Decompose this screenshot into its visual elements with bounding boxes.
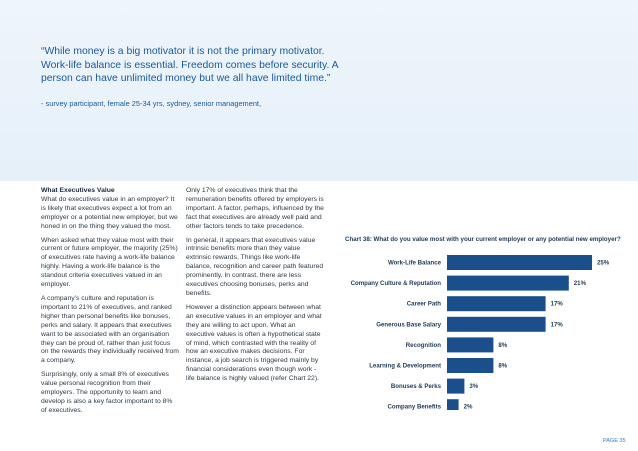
- value-label: 8%: [498, 341, 508, 349]
- value-label: 17%: [550, 300, 563, 308]
- paragraph: Surprisingly, only a small 8% of executives value personal recognition from their employers. The opportunity to learn and develop is also a key factor important to 8% of executives.: [41, 371, 173, 414]
- paragraph: What do executives value in an employer? It is likely that executives expect a lot from an employer or a potential new employer, but we honed in on the thing they valued the most.: [41, 195, 178, 230]
- value-label: 2%: [463, 403, 473, 410]
- category-label: Company Culture & Reputation: [350, 280, 441, 288]
- middle-column: [186, 187, 324, 389]
- paragraph: A company’s culture and reputation is important to 21% of executives, and ranked higher than personal benefits like bonuses, perks and salary. It appears that executives want to be associated with an organisation they can be proud of, rather than just focus on the rewards they individually received from a company.: [41, 294, 179, 365]
- value-label: 17%: [550, 321, 563, 329]
- value-label: 3%: [469, 383, 479, 391]
- bar: [447, 317, 546, 332]
- category-label: Career Path: [406, 300, 441, 308]
- header-band: [0, 0, 638, 181]
- value-label: 21%: [573, 280, 587, 288]
- page-number: PAGE 35: [603, 438, 626, 444]
- category-label: Work-Life Balance: [387, 259, 441, 267]
- quote-attribution: - survey participant, female 25-34 yrs, sydney, senior management,: [41, 99, 262, 108]
- bar-chart: [340, 250, 630, 410]
- left-column: [41, 187, 179, 421]
- bar: [447, 276, 569, 291]
- bar: [447, 358, 493, 373]
- paragraph: However a distinction appears between what an executive values in an employer and what they are willing to act upon. What an executive values is often a hypothetical state of mind, which contrasted with the reality of how an executive makes decisions. For instance, a job search is triggered mainly by financial considerations even though work -life balance is highly valued (refer Chart 22).: [186, 303, 322, 383]
- bar: [447, 337, 493, 352]
- paragraph: Only 17% of executives think that the remuneration benefits offered by employers is important. A factor, perhaps, influenced by the fact that executives are already well paid and other factors tends to take precedence.: [186, 187, 324, 230]
- category-label: Generous Base Salary: [376, 321, 441, 329]
- category-label: Company Benefits: [387, 403, 441, 410]
- pull-quote: “While money is a big motivator it is not the primary motivator. Work-life balance is essential. Freedom comes before security. A person can have unlimited money but we all have limited time.”: [41, 46, 339, 85]
- bar: [447, 379, 464, 394]
- chart-title: Chart 38: What do you value most with your current employer or any potential new employer?: [345, 236, 621, 243]
- bar: [447, 399, 459, 410]
- category-label: Bonuses & Perks: [390, 383, 441, 391]
- bar: [447, 296, 546, 311]
- value-label: 25%: [597, 259, 610, 267]
- paragraph: In general, it appears that executives value intrinsic benefits more than they value extrinsic rewards. Things like work-life balance, recognition and career path featured prominently. In contrast, there are less executives choosing bonuses, perks and benefits.: [186, 236, 324, 297]
- section-title: What Executives Value: [41, 187, 115, 194]
- value-label: 8%: [498, 362, 508, 370]
- paragraph: When asked what they value most with their current or future employer, the majority (25%) of executives rate having a work-life balance highly. Having a work-life balance is the standout criteria executives valued in an employer.: [41, 236, 178, 289]
- bar: [447, 255, 592, 270]
- category-label: Learning & Development: [369, 362, 441, 370]
- category-label: Recognition: [405, 341, 441, 349]
